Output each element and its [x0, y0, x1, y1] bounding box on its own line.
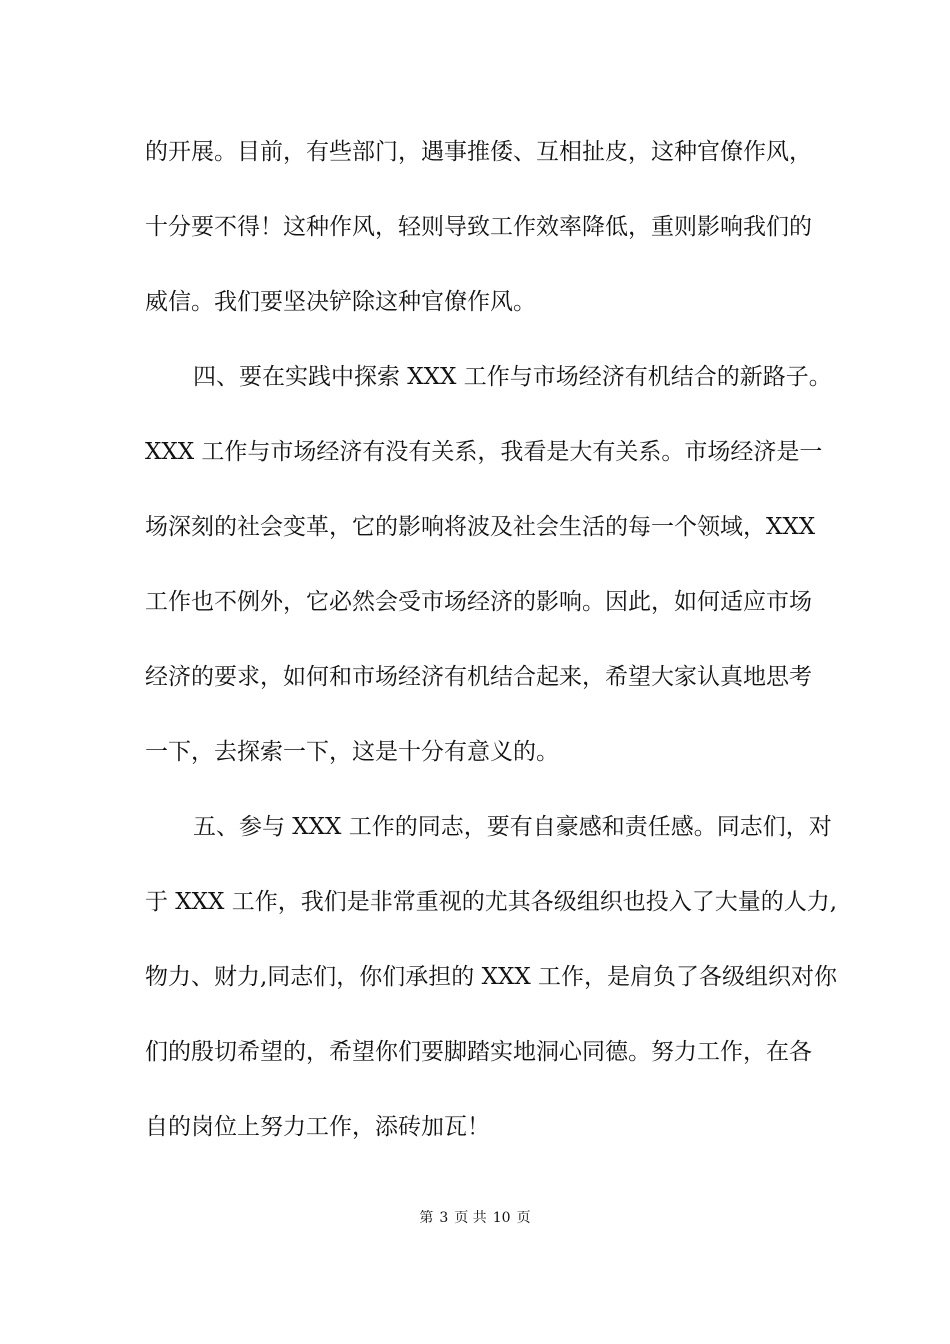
text-line: 的开展。目前，有些部门，遇事推倭、互相扯皮，这种官僚作风， — [145, 139, 812, 165]
page-label-suffix: 页 — [516, 1210, 531, 1226]
text-line: 十分要不得！这种作风，轻则导致工作效率降低，重则影响我们的 — [145, 214, 812, 240]
paragraph-heading-four: 四、要在实践中探索 XXX 工作与市场经济有机结合的新路子。 — [193, 364, 832, 390]
total-pages-number: 10 — [492, 1210, 511, 1226]
text-line: 场深刻的社会变革，它的影响将波及社会生活的每一个领域，XXX — [145, 514, 816, 540]
text-line: 威信。我们要坚决铲除这种官僚作风。 — [145, 289, 536, 315]
paragraph-heading-five: 五、参与 XXX 工作的同志，要有自豪感和责任感。同志们，对 — [193, 814, 832, 840]
text-line: 工作也不例外，它必然会受市场经济的影响。因此，如何适应市场 — [145, 589, 812, 615]
text-line: 们的殷切希望的，希望你们要脚踏实地洞心同德。努力工作，在各 — [145, 1039, 812, 1065]
text-line: XXX 工作与市场经济有没有关系，我看是大有关系。市场经济是一 — [145, 439, 823, 465]
page-label-prefix: 第 — [419, 1210, 434, 1226]
text-line: 于 XXX 工作，我们是非常重视的尤其各级组织也投入了大量的人力, — [145, 889, 838, 915]
text-line: 自的岗位上努力工作，添砖加瓦！ — [145, 1114, 490, 1140]
page-footer — [0, 1208, 950, 1228]
text-line: 经济的要求，如何和市场经济有机结合起来，希望大家认真地思考 — [145, 664, 812, 690]
text-line: 物力、财力,同志们，你们承担的 XXX 工作，是肩负了各级组织对你 — [145, 964, 838, 990]
page-label-mid: 页 共 — [454, 1210, 487, 1226]
text-line: 一下，去探索一下，这是十分有意义的。 — [145, 739, 559, 765]
current-page-number: 3 — [439, 1210, 449, 1226]
